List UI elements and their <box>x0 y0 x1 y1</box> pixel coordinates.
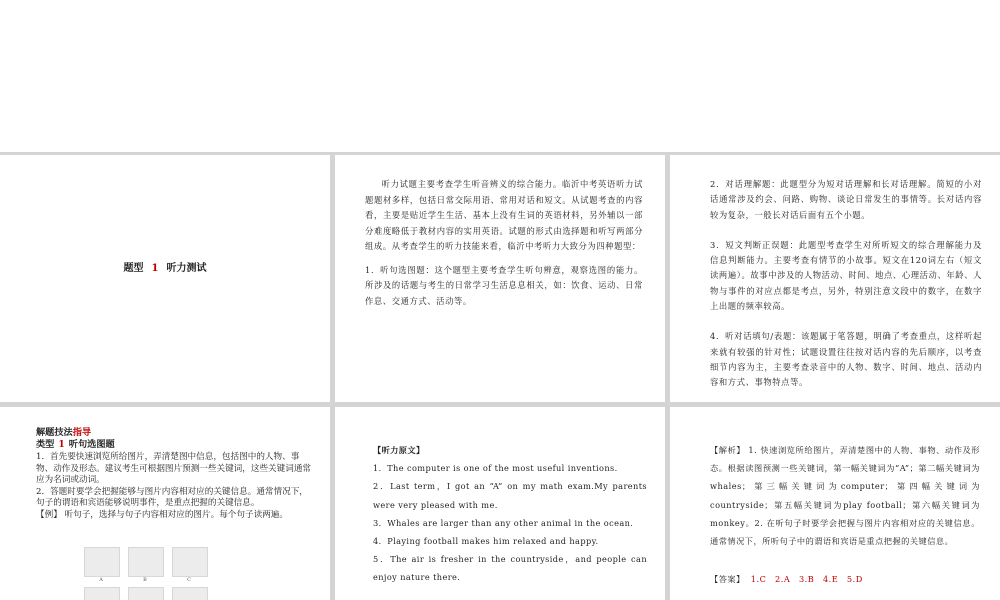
example-picture-e <box>128 587 164 600</box>
analysis-paragraph: 【解析】 1. 快速浏览所给图片，弄清楚图中的人物、事物、动作及形态。根据读图预测一些关键词，第一幅关键词为“A”；第二幅关键词为whales；第三幅关键词为computer；第四幅关键词为countryside；第五幅关键词为play football；第六幅关键词为monkey。2. 在听句子时要学会把握与图片内容相对应的关键信息。通常情况下，所听句子中的谓语和宾语是重点把握的关键信息。 <box>710 445 980 547</box>
slide-tips-thumbnail[interactable] <box>0 407 330 600</box>
picture-label-c: C <box>187 577 191 583</box>
transcript-line: 1．The computer is one of the most useful inventions. <box>373 463 618 474</box>
slide-body <box>710 177 982 391</box>
transcript-line: 4．Playing football makes him relaxed and happy. <box>373 536 599 547</box>
tip-paragraph-1: 1．首先要快速浏览所给图片，弄清楚图中信息，包括图中的人物、事物、动作及形态。建议考生可根据图片预测一些关键词，这些关键词通常应为名词或动词。 <box>36 452 312 485</box>
slide-body <box>710 441 980 588</box>
slide-transcript-thumbnail[interactable] <box>335 407 665 600</box>
type-subheading: 类型 1 听句选图题 <box>36 438 115 450</box>
transcript-line: 2．Last term，I got an “A” on my math exam.My parents were very pleased with me. <box>373 481 647 510</box>
slide-title-thumbnail[interactable] <box>0 155 330 402</box>
example-picture-grid <box>84 547 214 600</box>
slide-types-thumbnail[interactable] <box>670 155 1000 402</box>
picture-label-b: B <box>143 577 147 583</box>
question-type-1: 1．听句选图题：这个题型主要考查学生听句辨意，观察选图的能力。所涉及的话题与考生的日常学习生活息息相关，如：饮食、运动、日常作息、交通方式、活动等。 <box>365 264 643 306</box>
slide-body <box>373 441 647 587</box>
example-instruction: 【例】 听句子，选择与句子内容相对应的图片。每个句子读两遍。 <box>36 509 288 520</box>
slide-title <box>0 259 330 274</box>
example-picture-f <box>172 587 208 600</box>
title-prefix: 题型 <box>123 263 144 274</box>
example-picture-c <box>172 547 208 577</box>
example-picture-b <box>128 547 164 577</box>
question-type-4: 4．听对话填句/表题：该题属于笔答题，明确了考查重点，这样听起来就有较强的针对性；试题设置往往按对话内容的先后顺序，以考查细节内容为主，主要考查录音中的人物、数字、时间、地点、活动内容和方式、事物特点等。 <box>710 331 982 388</box>
transcript-header: 【听力原文】 <box>373 445 425 455</box>
example-picture-d <box>84 587 120 600</box>
question-type-3: 3．短文判断正误题：此题型考查学生对所听短文的综合理解能力及信息判断能力。主要考查有情节的小故事。短文在120词左右（短文读两遍）。故事中涉及的人物活动、时间、地点、心理活动、年龄、人物与事件的对应点都是考点，另外，特别注意文段中的数字，在数字上出题的频率较高。 <box>710 239 982 312</box>
slide-body <box>36 427 316 521</box>
slide-analysis-thumbnail[interactable] <box>670 407 1000 600</box>
picture-label-a: A <box>99 577 103 583</box>
section-heading: 解题技法指导 <box>36 427 92 438</box>
example-picture-a <box>84 547 120 577</box>
answer-line <box>710 570 980 588</box>
question-type-2: 2．对话理解题：此题型分为短对话理解和长对话理解。简短的小对话通常涉及约会、问路、购物、谈论日常发生的事情等。长对话内容较为复杂，一般长对话后面有五个小题。 <box>710 179 982 220</box>
tip-paragraph-2: 2．答题时要学会把握能够与图片内容相对应的关键信息。通常情况下，句子的谓语和宾语能够说明事件，是重点把握的关键信息。 <box>36 486 308 508</box>
answer-label: 【答案】 <box>710 574 745 585</box>
slide-body <box>365 177 643 309</box>
transcript-line: 5．The air is fresher in the countryside，and people can enjoy nature there. <box>373 554 647 583</box>
slide-intro-thumbnail[interactable] <box>335 155 665 402</box>
transcript-line: 3．Whales are larger than any other animal in the ocean. <box>373 517 634 528</box>
answer-values: 1.C 2.A 3.B 4.E 5.D <box>750 574 863 585</box>
title-number: 1 <box>151 263 159 274</box>
intro-paragraph: 听力试题主要考查学生听音辨义的综合能力。临沂中考英语听力试题题材多样，包括日常交际用语、常用对话和短文。从试题考查的内容看，主要是贴近学生生活、基本上没有生词的英语材料，另外辅以一部分难度略低于教材内容的实用英语。试题的形式由选择题和听写两部分组成。从考查学生的听力技能来看，临沂中考听力大致分为四种题型： <box>365 179 643 251</box>
title-text: 听力测试 <box>166 263 207 274</box>
